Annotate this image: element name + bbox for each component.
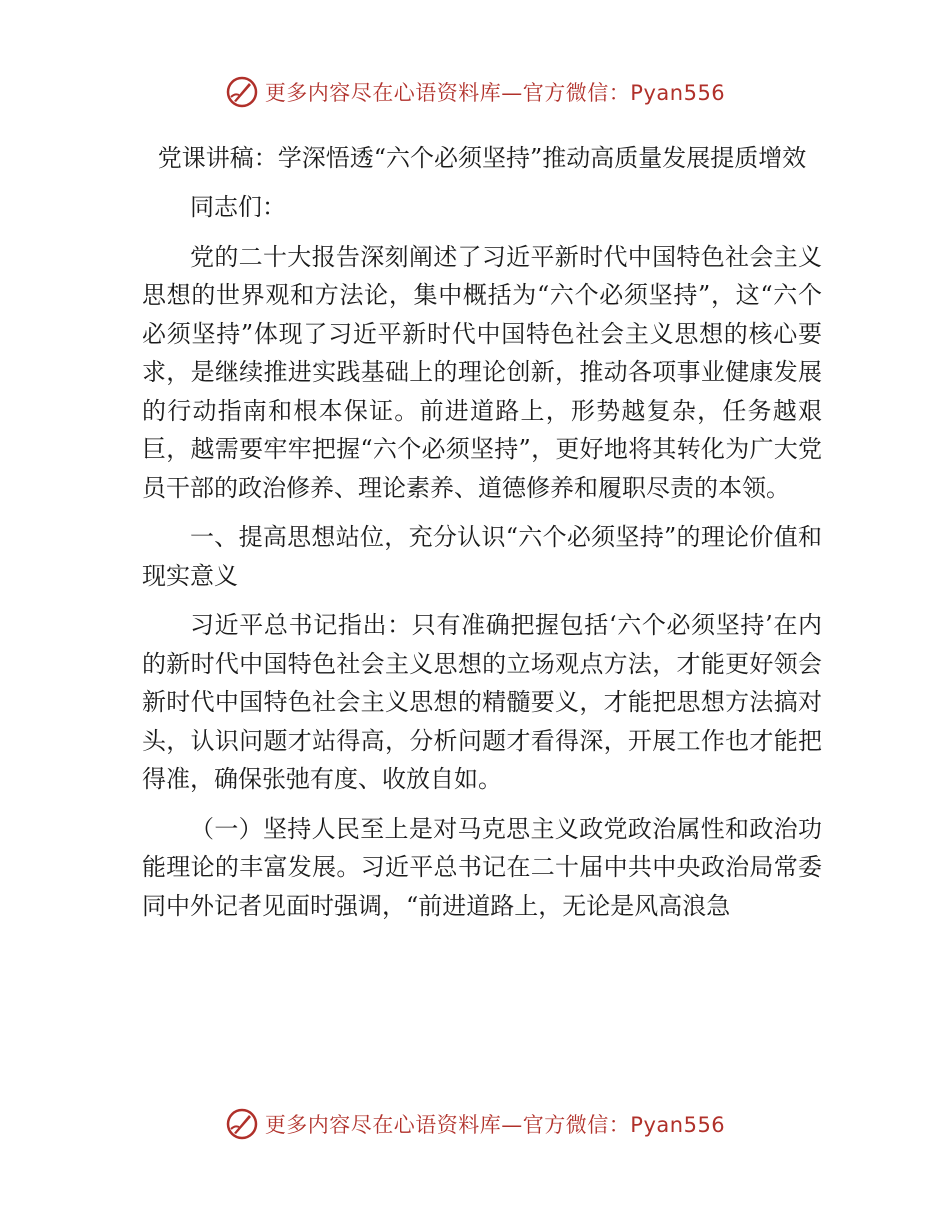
quill-logo-icon [225, 1107, 259, 1141]
salutation: 同志们： [190, 193, 286, 221]
banner-text: 更多内容尽在心语资料库—官方微信：Pyan556 [264, 81, 726, 105]
document-body [142, 138, 822, 936]
section-heading: 一、提高思想站位，充分认识“六个必须坚持”的理论价值和现实意义 [142, 523, 822, 590]
banner-text: 更多内容尽在心语资料库—官方微信：Pyan556 [264, 1113, 726, 1137]
paragraph: 党的二十大报告深刻阐述了习近平新时代中国特色社会主义思想的世界观和方法论，集中概括为“六个必须坚持”，这“六个必须坚持”体现了习近平新时代中国特色社会主义思想的核心要求，是继续推进实践基础上的理论创新，推动各项事业健康发展的行动指南和根本保证。前进道路上，形势越复杂，任务越艰巨，越需要牢牢把握“六个必须坚持”，更好地将其转化为广大党员干部的政治修养、理论素养、道德修养和履职尽责的本领。 [142, 242, 822, 502]
document-title: 党课讲稿：学深悟透“六个必须坚持”推动高质量发展提质增效 [157, 144, 807, 172]
footer-banner [0, 1104, 950, 1144]
paragraph: （一）坚持人民至上是对马克思主义政党政治属性和政治功能理论的丰富发展。习近平总书记在二十届中共中央政治局常委同中外记者见面时强调，“前进道路上，无论是风高浪急 [142, 814, 822, 920]
header-banner [0, 72, 950, 112]
paragraph: 习近平总书记指出：只有准确把握包括‘六个必须坚持’在内的新时代中国特色社会主义思想的立场观点方法，才能更好领会新时代中国特色社会主义思想的精髓要义，才能把思想方法搞对头，认识问题才站得高，分析问题才看得深，开展工作也才能把得准，确保张弛有度、收放自如。 [142, 611, 822, 793]
quill-logo-icon [225, 75, 259, 109]
